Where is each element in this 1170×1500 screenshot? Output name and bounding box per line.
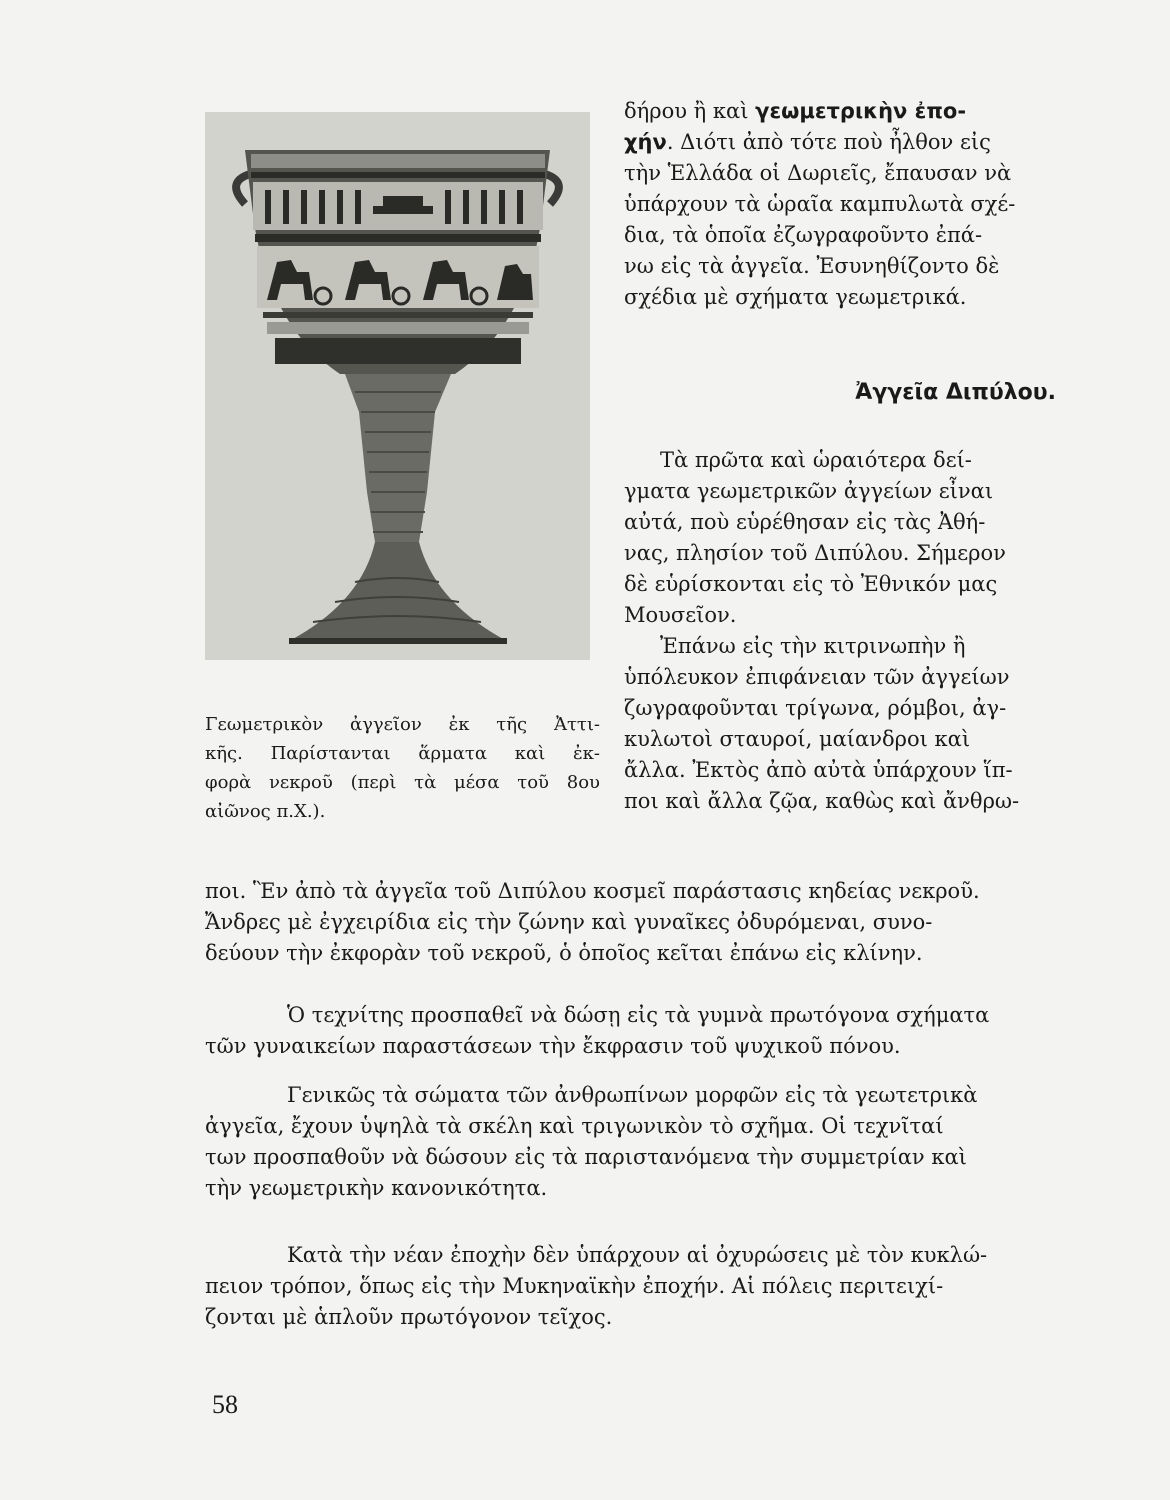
page-number: 58 (212, 1390, 238, 1419)
text-line: πειον τρόπον, ὅπως εἰς τὴν Μυκηναϊκὴν ἐποχήν. Αἱ πόλεις περιτειχί- (205, 1274, 944, 1298)
caption-line: κῆς. Παρίστανται ἅρματα καὶ ἐκ- (205, 743, 600, 764)
text-line: δια, τὰ ὁποῖα ἐζωγραφοῦντο ἐπά- (624, 223, 983, 247)
paragraph-craftsman (205, 1000, 1056, 1062)
caption-line: φορὰ νεκροῦ (περὶ τὰ μέσα τοῦ 8ου (205, 772, 600, 793)
bold-term: γεωμετρικὴν ἐπο- (755, 99, 967, 123)
text-line (624, 96, 1056, 127)
text-line: νας, πλησίον τοῦ Διπύλου. Σήμερον (624, 541, 1006, 565)
text-line: τὴν Ἑλλάδα οἱ Δωριεῖς, ἔπαυσαν νὰ (624, 161, 1012, 185)
text-line: δὲ εὑρίσκονται εἰς τὸ Ἐθνικόν μας (624, 572, 998, 596)
paragraph-fortifications (205, 1240, 1056, 1333)
text-line: κυλωτοὶ σταυροί, μαίανδροι καὶ (624, 727, 971, 751)
text-line: Κατὰ τὴν νέαν ἐποχὴν δὲν ὑπάρχουν αἱ ὀχυρώσεις μὲ τὸν κυκλώ- (287, 1243, 988, 1267)
text-line: Ὁ τεχνίτης προσπαθεῖ νὰ δώσῃ εἰς τὰ γυμνὰ πρωτόγονα σχήματα (287, 1003, 990, 1027)
text-line: ὑπάρχουν τὰ ὡραῖα καμπυλωτὰ σχέ- (624, 192, 1016, 216)
paragraph-figures (205, 1080, 1056, 1204)
text-line-part: . Διότι ἀπὸ τότε ποὺ ἦλθον εἰς (666, 130, 991, 154)
figure-caption (205, 710, 600, 826)
paragraph-funeral (205, 876, 1056, 969)
text-line: Γενικῶς τὰ σώματα τῶν ἀνθρωπίνων μορφῶν εἰς τὰ γεωτετρικὰ (287, 1083, 978, 1107)
text-line: ζωγραφοῦνται τρίγωνα, ρόμβοι, ἀγ- (624, 696, 1007, 720)
right-column-intro (624, 96, 1056, 313)
right-column-body (624, 445, 1056, 817)
text-line: ἀγγεῖα, ἔχουν ὑψηλὰ τὰ σκέλη καὶ τριγωνικὸν τὸ σχῆμα. Οἱ τεχνῖταί (205, 1114, 944, 1138)
text-line: ὑπόλευκον ἐπιφάνειαν τῶν ἀγγείων (624, 665, 1010, 689)
text-line: σχέδια μὲ σχήματα γεωμετρικά. (624, 285, 967, 309)
text-line: Ἐπάνω εἰς τὴν κιτρινωπὴν ἢ (660, 634, 966, 658)
text-line: τὴν γεωμετρικὴν κανονικότητα. (205, 1176, 548, 1200)
text-line: δεύουν τὴν ἐκφορὰν τοῦ νεκροῦ, ὁ ὁποῖος κεῖται ἐπάνω εἰς κλίνην. (205, 941, 923, 965)
text-line: γματα γεωμετρικῶν ἀγγείων εἶναι (624, 479, 994, 503)
vase-photograph (205, 112, 590, 660)
text-line: τῶν γυναικείων παραστάσεων τὴν ἔκφρασιν τοῦ ψυχικοῦ πόνου. (205, 1034, 901, 1058)
text-line (624, 127, 1056, 158)
text-line: νω εἰς τὰ ἀγγεῖα. Ἐσυνηθίζοντο δὲ (624, 254, 1000, 278)
text-line: ζονται μὲ ἁπλοῦν πρωτόγονον τεῖχος. (205, 1305, 613, 1329)
text-line: ποι. Ἓν ἀπὸ τὰ ἀγγεῖα τοῦ Διπύλου κοσμεῖ παράστασις κηδείας νεκροῦ. (205, 879, 980, 903)
geometric-vase-image (205, 112, 590, 660)
caption-line: Γεωμετρικὸν ἀγγεῖον ἐκ τῆς Ἀττι- (205, 714, 600, 735)
text-line: ποι καὶ ἄλλα ζῷα, καθὼς καὶ ἄνθρω- (624, 789, 1020, 813)
text-line: ἄλλα. Ἐκτὸς ἀπὸ αὐτὰ ὑπάρχουν ἵπ- (624, 758, 1013, 782)
text-line: Τὰ πρῶτα καὶ ὡραιότερα δεί- (660, 448, 972, 472)
text-line: των προσπαθοῦν νὰ δώσουν εἰς τὰ παριστανόμενα τὴν συμμετρίαν καὶ (205, 1145, 967, 1169)
text-line-part: δήρου ἢ καὶ (624, 99, 756, 123)
text-line: αὐτά, ποὺ εὑρέθησαν εἰς τὰς Ἀθή- (624, 510, 986, 534)
text-line: Ἄνδρες μὲ ἐγχειρίδια εἰς τὴν ζώνην καὶ γυναῖκες ὀδυρόμεναι, συνο- (205, 910, 933, 934)
caption-line: αἰῶνος π.Χ.). (205, 801, 326, 822)
text-line: Μουσεῖον. (624, 603, 737, 627)
section-heading: Ἀγγεῖα Διπύλου. (855, 380, 1056, 405)
bold-term: χήν (624, 130, 667, 154)
